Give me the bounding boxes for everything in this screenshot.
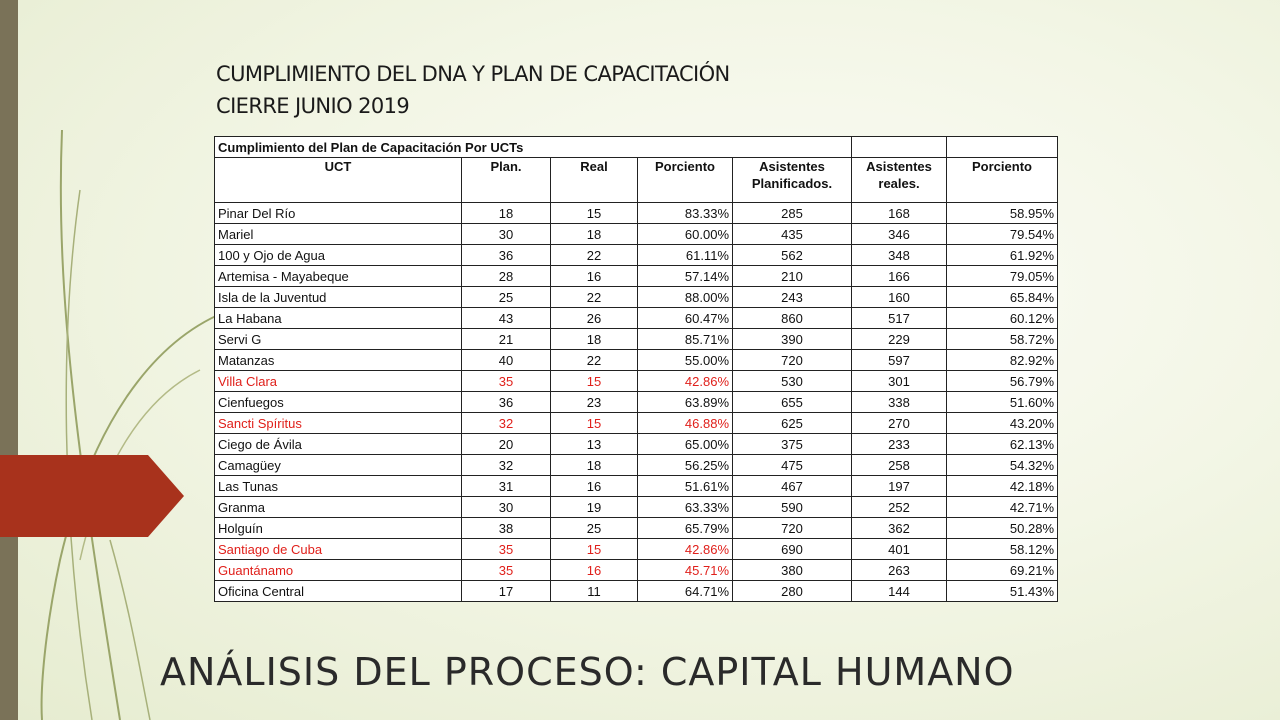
porciento-asistentes-cell: 62.13% <box>947 434 1058 455</box>
asistentes-reales-cell: 301 <box>852 371 947 392</box>
porciento-cell: 63.33% <box>638 497 733 518</box>
porciento-asistentes-cell: 79.54% <box>947 224 1058 245</box>
plan-cell: 30 <box>462 224 551 245</box>
plan-cell: 32 <box>462 413 551 434</box>
asistentes-reales-cell: 168 <box>852 203 947 224</box>
porciento-cell: 57.14% <box>638 266 733 287</box>
porciento-cell: 60.47% <box>638 308 733 329</box>
real-cell: 16 <box>551 560 638 581</box>
uct-name-cell: Servi G <box>215 329 462 350</box>
asistentes-planificados-cell: 720 <box>733 350 852 371</box>
table-row <box>215 245 1058 266</box>
asistentes-planificados-cell: 625 <box>733 413 852 434</box>
table-row <box>215 539 1058 560</box>
asistentes-planificados-cell: 390 <box>733 329 852 350</box>
real-cell: 11 <box>551 581 638 602</box>
asistentes-reales-cell: 346 <box>852 224 947 245</box>
asistentes-planificados-cell: 475 <box>733 455 852 476</box>
table-row <box>215 497 1058 518</box>
table-row <box>215 434 1058 455</box>
table-row <box>215 455 1058 476</box>
porciento-cell: 46.88% <box>638 413 733 434</box>
porciento-asistentes-cell: 50.28% <box>947 518 1058 539</box>
porciento-asistentes-cell: 51.60% <box>947 392 1058 413</box>
asistentes-planificados-cell: 243 <box>733 287 852 308</box>
asistentes-planificados-cell: 380 <box>733 560 852 581</box>
porciento-cell: 64.71% <box>638 581 733 602</box>
uct-name-cell: Granma <box>215 497 462 518</box>
asistentes-planificados-cell: 530 <box>733 371 852 392</box>
asistentes-reales-cell: 233 <box>852 434 947 455</box>
asistentes-reales-cell: 263 <box>852 560 947 581</box>
subtitle-line-2: CIERRE JUNIO 2019 <box>216 94 410 118</box>
slide-title: ANÁLISIS DEL PROCESO: CAPITAL HUMANO <box>160 650 1015 694</box>
real-cell: 18 <box>551 224 638 245</box>
asistentes-planificados-cell: 467 <box>733 476 852 497</box>
header-uct: UCT <box>215 158 462 203</box>
subtitle-line-1: CUMPLIMIENTO DEL DNA Y PLAN DE CAPACITACIÓN <box>216 62 730 86</box>
asistentes-planificados-cell: 720 <box>733 518 852 539</box>
plan-cell: 32 <box>462 455 551 476</box>
plan-cell: 31 <box>462 476 551 497</box>
plan-cell: 43 <box>462 308 551 329</box>
real-cell: 26 <box>551 308 638 329</box>
header-asistentes-planificados: Asistentes Planificados. <box>733 158 852 203</box>
porciento-asistentes-cell: 82.92% <box>947 350 1058 371</box>
plan-cell: 38 <box>462 518 551 539</box>
plan-cell: 40 <box>462 350 551 371</box>
plan-cell: 36 <box>462 245 551 266</box>
asistentes-reales-cell: 517 <box>852 308 947 329</box>
table-row <box>215 350 1058 371</box>
table-row <box>215 203 1058 224</box>
uct-name-cell: 100 y Ojo de Agua <box>215 245 462 266</box>
table-row <box>215 287 1058 308</box>
table-row <box>215 560 1058 581</box>
porciento-cell: 42.86% <box>638 371 733 392</box>
asistentes-reales-cell: 270 <box>852 413 947 434</box>
asistentes-reales-cell: 362 <box>852 518 947 539</box>
table-row <box>215 224 1058 245</box>
porciento-asistentes-cell: 42.18% <box>947 476 1058 497</box>
porciento-asistentes-cell: 58.72% <box>947 329 1058 350</box>
asistentes-planificados-cell: 655 <box>733 392 852 413</box>
uct-name-cell: Villa Clara <box>215 371 462 392</box>
porciento-asistentes-cell: 58.95% <box>947 203 1058 224</box>
porciento-cell: 85.71% <box>638 329 733 350</box>
porciento-cell: 60.00% <box>638 224 733 245</box>
porciento-cell: 83.33% <box>638 203 733 224</box>
asistentes-reales-cell: 144 <box>852 581 947 602</box>
real-cell: 18 <box>551 329 638 350</box>
asistentes-reales-cell: 338 <box>852 392 947 413</box>
uct-name-cell: Matanzas <box>215 350 462 371</box>
uct-name-cell: Camagüey <box>215 455 462 476</box>
asistentes-reales-cell: 160 <box>852 287 947 308</box>
porciento-cell: 61.11% <box>638 245 733 266</box>
porciento-asistentes-cell: 58.12% <box>947 539 1058 560</box>
asistentes-reales-cell: 401 <box>852 539 947 560</box>
porciento-asistentes-cell: 42.71% <box>947 497 1058 518</box>
real-cell: 15 <box>551 413 638 434</box>
real-cell: 22 <box>551 287 638 308</box>
training-plan-table <box>214 136 1058 602</box>
real-cell: 15 <box>551 539 638 560</box>
red-arrow-tip <box>148 455 184 537</box>
asistentes-reales-cell: 348 <box>852 245 947 266</box>
plan-cell: 20 <box>462 434 551 455</box>
table-header-row <box>215 158 1058 203</box>
asistentes-planificados-cell: 690 <box>733 539 852 560</box>
plan-cell: 35 <box>462 371 551 392</box>
porciento-asistentes-cell: 65.84% <box>947 287 1058 308</box>
uct-name-cell: Las Tunas <box>215 476 462 497</box>
asistentes-reales-cell: 197 <box>852 476 947 497</box>
table-row <box>215 476 1058 497</box>
asistentes-planificados-cell: 375 <box>733 434 852 455</box>
uct-name-cell: Santiago de Cuba <box>215 539 462 560</box>
porciento-cell: 88.00% <box>638 287 733 308</box>
asistentes-planificados-cell: 280 <box>733 581 852 602</box>
real-cell: 25 <box>551 518 638 539</box>
table-row <box>215 371 1058 392</box>
uct-name-cell: Holguín <box>215 518 462 539</box>
porciento-asistentes-cell: 51.43% <box>947 581 1058 602</box>
slide-subtitle <box>216 58 730 122</box>
asistentes-planificados-cell: 590 <box>733 497 852 518</box>
asistentes-planificados-cell: 860 <box>733 308 852 329</box>
asistentes-planificados-cell: 285 <box>733 203 852 224</box>
header-plan: Plan. <box>462 158 551 203</box>
empty-cell <box>947 137 1058 158</box>
real-cell: 19 <box>551 497 638 518</box>
real-cell: 15 <box>551 203 638 224</box>
porciento-cell: 51.61% <box>638 476 733 497</box>
table-row <box>215 329 1058 350</box>
uct-name-cell: Oficina Central <box>215 581 462 602</box>
table-caption: Cumplimiento del Plan de Capacitación Por UCTs <box>215 137 852 158</box>
porciento-asistentes-cell: 60.12% <box>947 308 1058 329</box>
uct-name-cell: Guantánamo <box>215 560 462 581</box>
uct-name-cell: Mariel <box>215 224 462 245</box>
table-row <box>215 308 1058 329</box>
porciento-asistentes-cell: 69.21% <box>947 560 1058 581</box>
real-cell: 16 <box>551 476 638 497</box>
porciento-cell: 56.25% <box>638 455 733 476</box>
uct-name-cell: Ciego de Ávila <box>215 434 462 455</box>
porciento-cell: 42.86% <box>638 539 733 560</box>
asistentes-planificados-cell: 435 <box>733 224 852 245</box>
porciento-asistentes-cell: 61.92% <box>947 245 1058 266</box>
porciento-cell: 63.89% <box>638 392 733 413</box>
porciento-cell: 55.00% <box>638 350 733 371</box>
real-cell: 22 <box>551 245 638 266</box>
asistentes-reales-cell: 166 <box>852 266 947 287</box>
porciento-cell: 45.71% <box>638 560 733 581</box>
uct-name-cell: Isla de la Juventud <box>215 287 462 308</box>
real-cell: 18 <box>551 455 638 476</box>
table-row <box>215 581 1058 602</box>
plan-cell: 35 <box>462 539 551 560</box>
asistentes-reales-cell: 252 <box>852 497 947 518</box>
uct-name-cell: Artemisa - Mayabeque <box>215 266 462 287</box>
uct-name-cell: Pinar Del Río <box>215 203 462 224</box>
porciento-asistentes-cell: 43.20% <box>947 413 1058 434</box>
asistentes-reales-cell: 229 <box>852 329 947 350</box>
table-body <box>215 203 1058 602</box>
uct-name-cell: La Habana <box>215 308 462 329</box>
uct-name-cell: Cienfuegos <box>215 392 462 413</box>
asistentes-planificados-cell: 562 <box>733 245 852 266</box>
plan-cell: 36 <box>462 392 551 413</box>
header-porciento: Porciento <box>638 158 733 203</box>
porciento-cell: 65.00% <box>638 434 733 455</box>
plan-cell: 17 <box>462 581 551 602</box>
header-real: Real <box>551 158 638 203</box>
plan-cell: 18 <box>462 203 551 224</box>
asistentes-planificados-cell: 210 <box>733 266 852 287</box>
table-row <box>215 518 1058 539</box>
asistentes-reales-cell: 258 <box>852 455 947 476</box>
real-cell: 23 <box>551 392 638 413</box>
table-row <box>215 413 1058 434</box>
table-row <box>215 266 1058 287</box>
real-cell: 16 <box>551 266 638 287</box>
porciento-asistentes-cell: 54.32% <box>947 455 1058 476</box>
header-porciento-asistentes: Porciento <box>947 158 1058 203</box>
asistentes-reales-cell: 597 <box>852 350 947 371</box>
header-asistentes-reales: Asistentes reales. <box>852 158 947 203</box>
real-cell: 22 <box>551 350 638 371</box>
plan-cell: 21 <box>462 329 551 350</box>
empty-cell <box>852 137 947 158</box>
table-caption-row <box>215 137 1058 158</box>
uct-name-cell: Sancti Spíritus <box>215 413 462 434</box>
porciento-asistentes-cell: 79.05% <box>947 266 1058 287</box>
plan-cell: 30 <box>462 497 551 518</box>
porciento-asistentes-cell: 56.79% <box>947 371 1058 392</box>
real-cell: 13 <box>551 434 638 455</box>
plan-cell: 28 <box>462 266 551 287</box>
porciento-cell: 65.79% <box>638 518 733 539</box>
red-arrow-tab <box>0 455 148 537</box>
real-cell: 15 <box>551 371 638 392</box>
table-row <box>215 392 1058 413</box>
plan-cell: 35 <box>462 560 551 581</box>
plan-cell: 25 <box>462 287 551 308</box>
